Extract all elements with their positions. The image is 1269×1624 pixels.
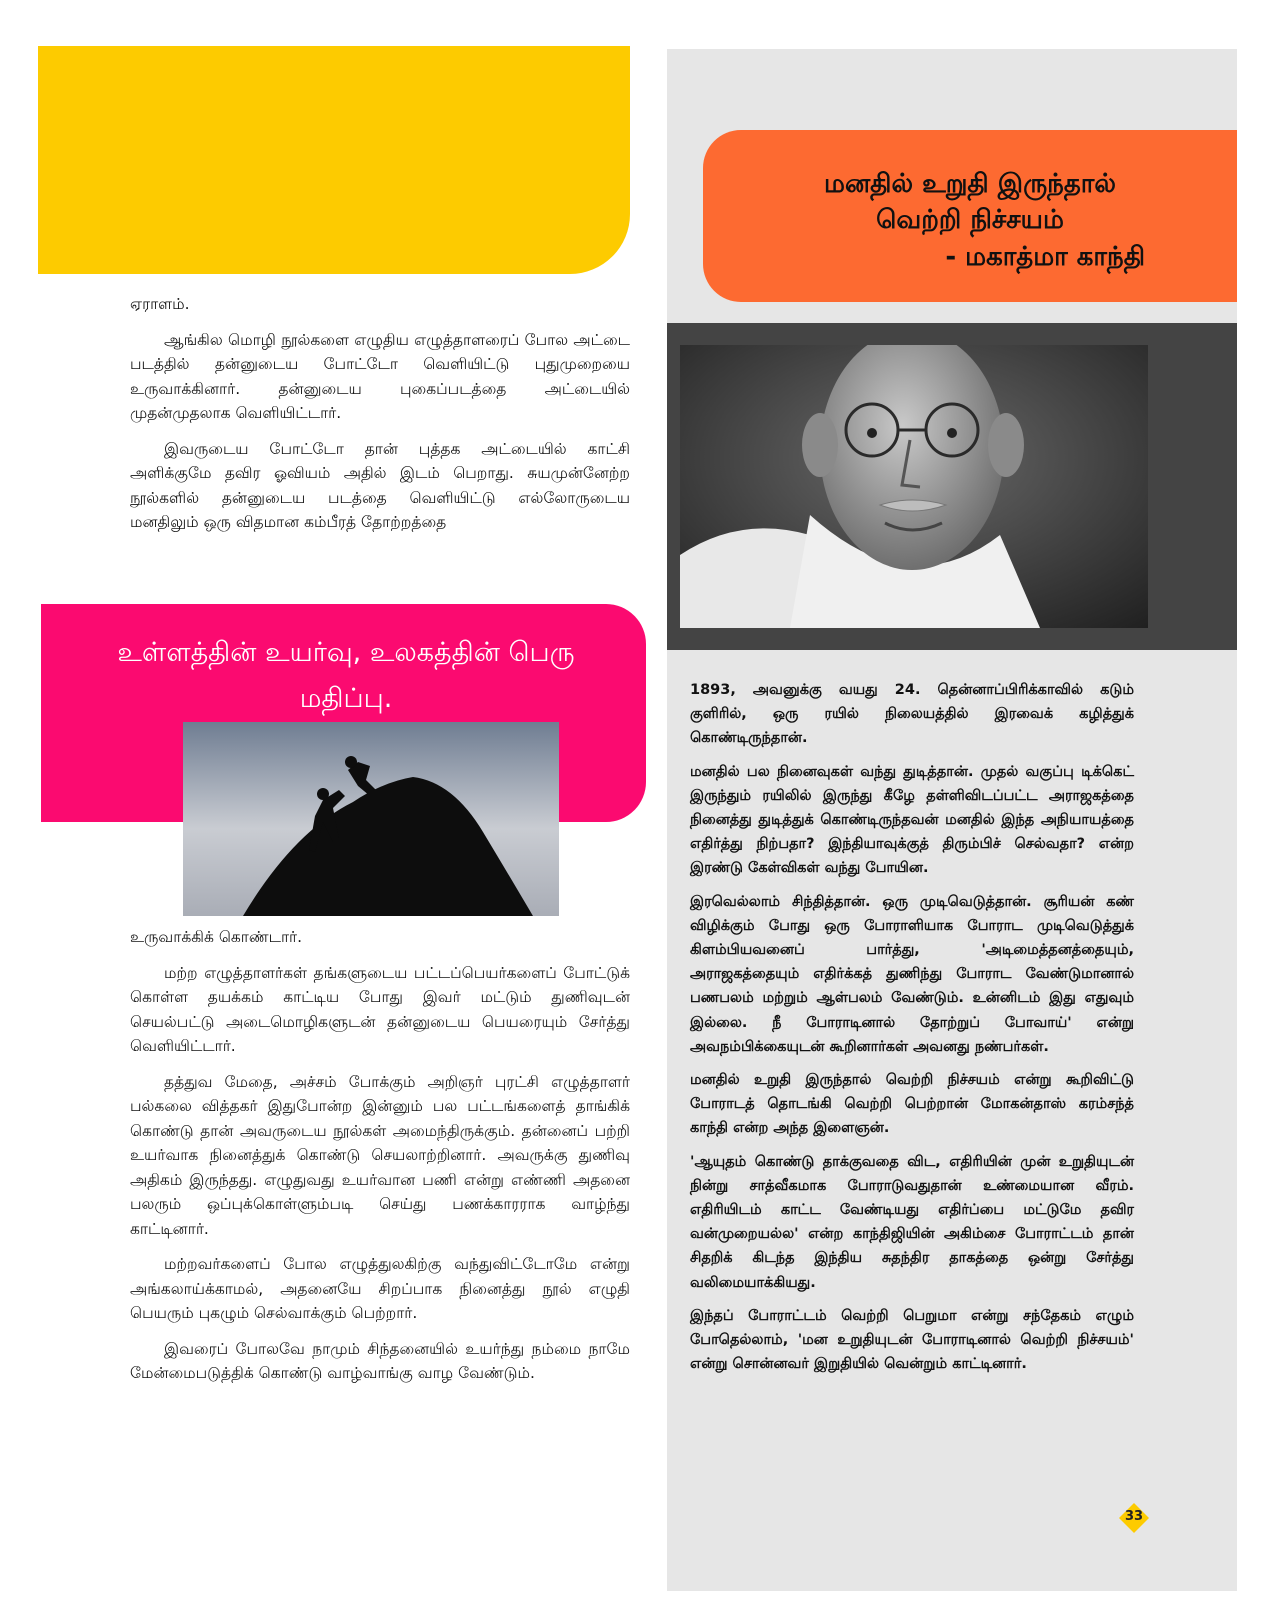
paragraph: இவரைப் போலவே நாமும் சிந்தனையில் உயர்ந்து நம்மை நாமே மேன்மைபடுத்திக் கொண்டு வாழ்வாங்கு வாழ வேண்டும்.: [130, 1339, 630, 1382]
page-number: 33: [1124, 1509, 1144, 1524]
page-number-badge: [1118, 1502, 1150, 1534]
paragraph: தத்துவ மேதை, அச்சம் போக்கும் அறிஞர் புரட்சி எழுத்தாளர் பல்கலை வித்தகர் இதுபோன்ற இன்னும் பல பட்டங்களைத் தாங்கிக் கொண்டு தான் அவருடைய நூல்கள் அமைந்திருக்கும். தன்னைப் பற்றி உயர்வாக நினைத்துக் கொண்டு செயலாற்றினார். அவருக்கு துணிவு அதிகம் இருந்தது. எழுதுவது உயர்வான பணி என்று எண்ணி அதனை பலரும் ஒப்புக்கொள்ளும்படி செய்து பணக்காரராக வாழ்ந்து காட்டினார்.: [130, 1072, 630, 1238]
pink-banner-text: [111, 630, 581, 722]
yellow-header-block: [38, 46, 630, 274]
paragraph: மற்ற எழுத்தாளர்கள் தங்களுடைய பட்டப்பெயர்களைப் போட்டுக் கொள்ள தயக்கம் காட்டிய போது இவர் மட்டும் துணிவுடன் செயல்பட்டு அடைமொழிகளுடன் தன்னுடைய பெயரையும் சேர்த்து வெளியிட்டார்.: [130, 963, 630, 1055]
paragraph: இவருடைய போட்டோ தான் புத்தக அட்டையில் காட்சி அளிக்குமே தவிர ஓவியம் அதில் இடம் பெறாது. சுயமுன்னேற்ற நூல்களில் தன்னுடைய படத்தை வெளியிட்டு எல்லோருடைய மனதிலும் ஒரு விதமான கம்பீரத் தோற்றத்தை: [130, 439, 630, 531]
quote-banner: [703, 130, 1237, 302]
right-column-article: [690, 678, 1134, 1385]
paragraph: மற்றவர்களைப் போல எழுத்துலகிற்கு வந்துவிட்டோமே என்று அங்கலாய்க்காமல், அதனையே சிறப்பாக நினைத்து நூல் எழுதி பெயரும் புகழும் செல்வாக்கும் பெற்றார்.: [130, 1255, 630, 1322]
left-column-top: [130, 292, 630, 546]
pink-banner-line-1: உள்ளத்தின் உயர்வு, உலகத்தின் பெரு: [117, 637, 575, 668]
paragraph: 'ஆயுதம் கொண்டு தாக்குவதை விட, எதிரியின் முன் உறுதியுடன் நின்று சாத்வீகமாக போராடுவதுதான் உண்மையான வீரம். எதிரியிடம் காட்ட வேண்டியது எதிர்ப்பை மட்டுமே தவிர வன்முறையல்ல' என்ற காந்திஜியின் அகிம்சை போராட்டம் தான் சிதறிக் கிடந்த இந்திய சுதந்திர தாகத்தை ஒன்று சேர்த்து வலிமையாக்கியது.: [690, 1153, 1134, 1291]
paragraph: இந்தப் போராட்டம் வெற்றி பெறுமா என்று சந்தேகம் எழும் போதெல்லாம், 'மன உறுதியுடன் போராடினால் வெற்றி நிச்சயம்' என்று சொன்னவர் இறுதியில் வென்றும் காட்டினார்.: [690, 1307, 1134, 1373]
paragraph: உருவாக்கிக் கொண்டார்.: [130, 928, 303, 946]
paragraph: மனதில் உறுதி இருந்தால் வெற்றி நிச்சயம் என்று கூறிவிட்டு போராடத் தொடங்கி வெற்றி பெற்றான் மோகன்தாஸ் கரம்சந்த் காந்தி என்ற அந்த இளைஞன்.: [690, 1072, 1134, 1137]
pink-banner-line-2: மதிப்பு.: [299, 683, 393, 714]
paragraph: இரவெல்லாம் சிந்தித்தான். ஒரு முடிவெடுத்தான். சூரியன் கண் விழிக்கும் போது ஒரு போராளியாக போராட முடிவெடுத்துக் கிளம்பியவனைப் பார்த்து, 'அடிமைத்தனத்தையும், அராஜகத்தையும் எதிர்க்கத் துணிந்து போராட வேண்டுமானால் பணபலம் மற்றும் ஆள்பலம் வேண்டும். உன்னிடம் இது எதுவும் இல்லை. நீ போராடினால் தோற்றுப் போவாய்' என்று அவநம்பிக்கையுடன் கூறினார்கள் அவனது நண்பர்கள்.: [690, 893, 1134, 1055]
quote-line-1: மனதில் உறுதி இருந்தால்: [824, 169, 1116, 199]
paragraph: ஆங்கில மொழி நூல்களை எழுதிய எழுத்தாளரைப் போல அட்டை படத்தில் தன்னுடைய போட்டோ வெளியிட்டு புதுமுறையை உருவாக்கினார். தன்னுடைய புகைப்படத்தை அட்டையில் முதன்முதலாக வெளியிட்டார்.: [130, 330, 630, 422]
gandhi-portrait-image: [680, 345, 1148, 628]
quote-line-2: வெற்றி நிச்சயம்: [876, 205, 1064, 235]
quote-author: - மகாத்மா காந்தி: [945, 242, 1145, 272]
paragraph: 1893, அவனுக்கு வயது 24. தென்னாப்பிரிக்காவில் கடும் குளிரில், ஒரு ரயில் நிலையத்தில் இரவைக் கழித்துக் கொண்டிருந்தான்.: [690, 682, 1134, 747]
paragraph: மனதில் பல நினைவுகள் வந்து துடித்தான். முதல் வகுப்பு டிக்கெட் இருந்தும் ரயிலில் இருந்து கீழே தள்ளிவிடப்பட்ட அராஜகத்தை நினைத்து துடித்துக் கொண்டிருந்தவன் மனதில் இந்த அநியாயத்தை எதிர்த்து நிற்பதா? இந்தியாவுக்குத் திரும்பிச் செல்வதா? என்ற இரண்டு கேள்விகள் வந்து போயின.: [690, 763, 1134, 877]
left-column-bottom: [130, 925, 630, 1397]
quote-text: [703, 166, 1237, 238]
paragraph: ஏராளம்.: [130, 295, 190, 313]
climbers-helping-image: [183, 722, 559, 916]
